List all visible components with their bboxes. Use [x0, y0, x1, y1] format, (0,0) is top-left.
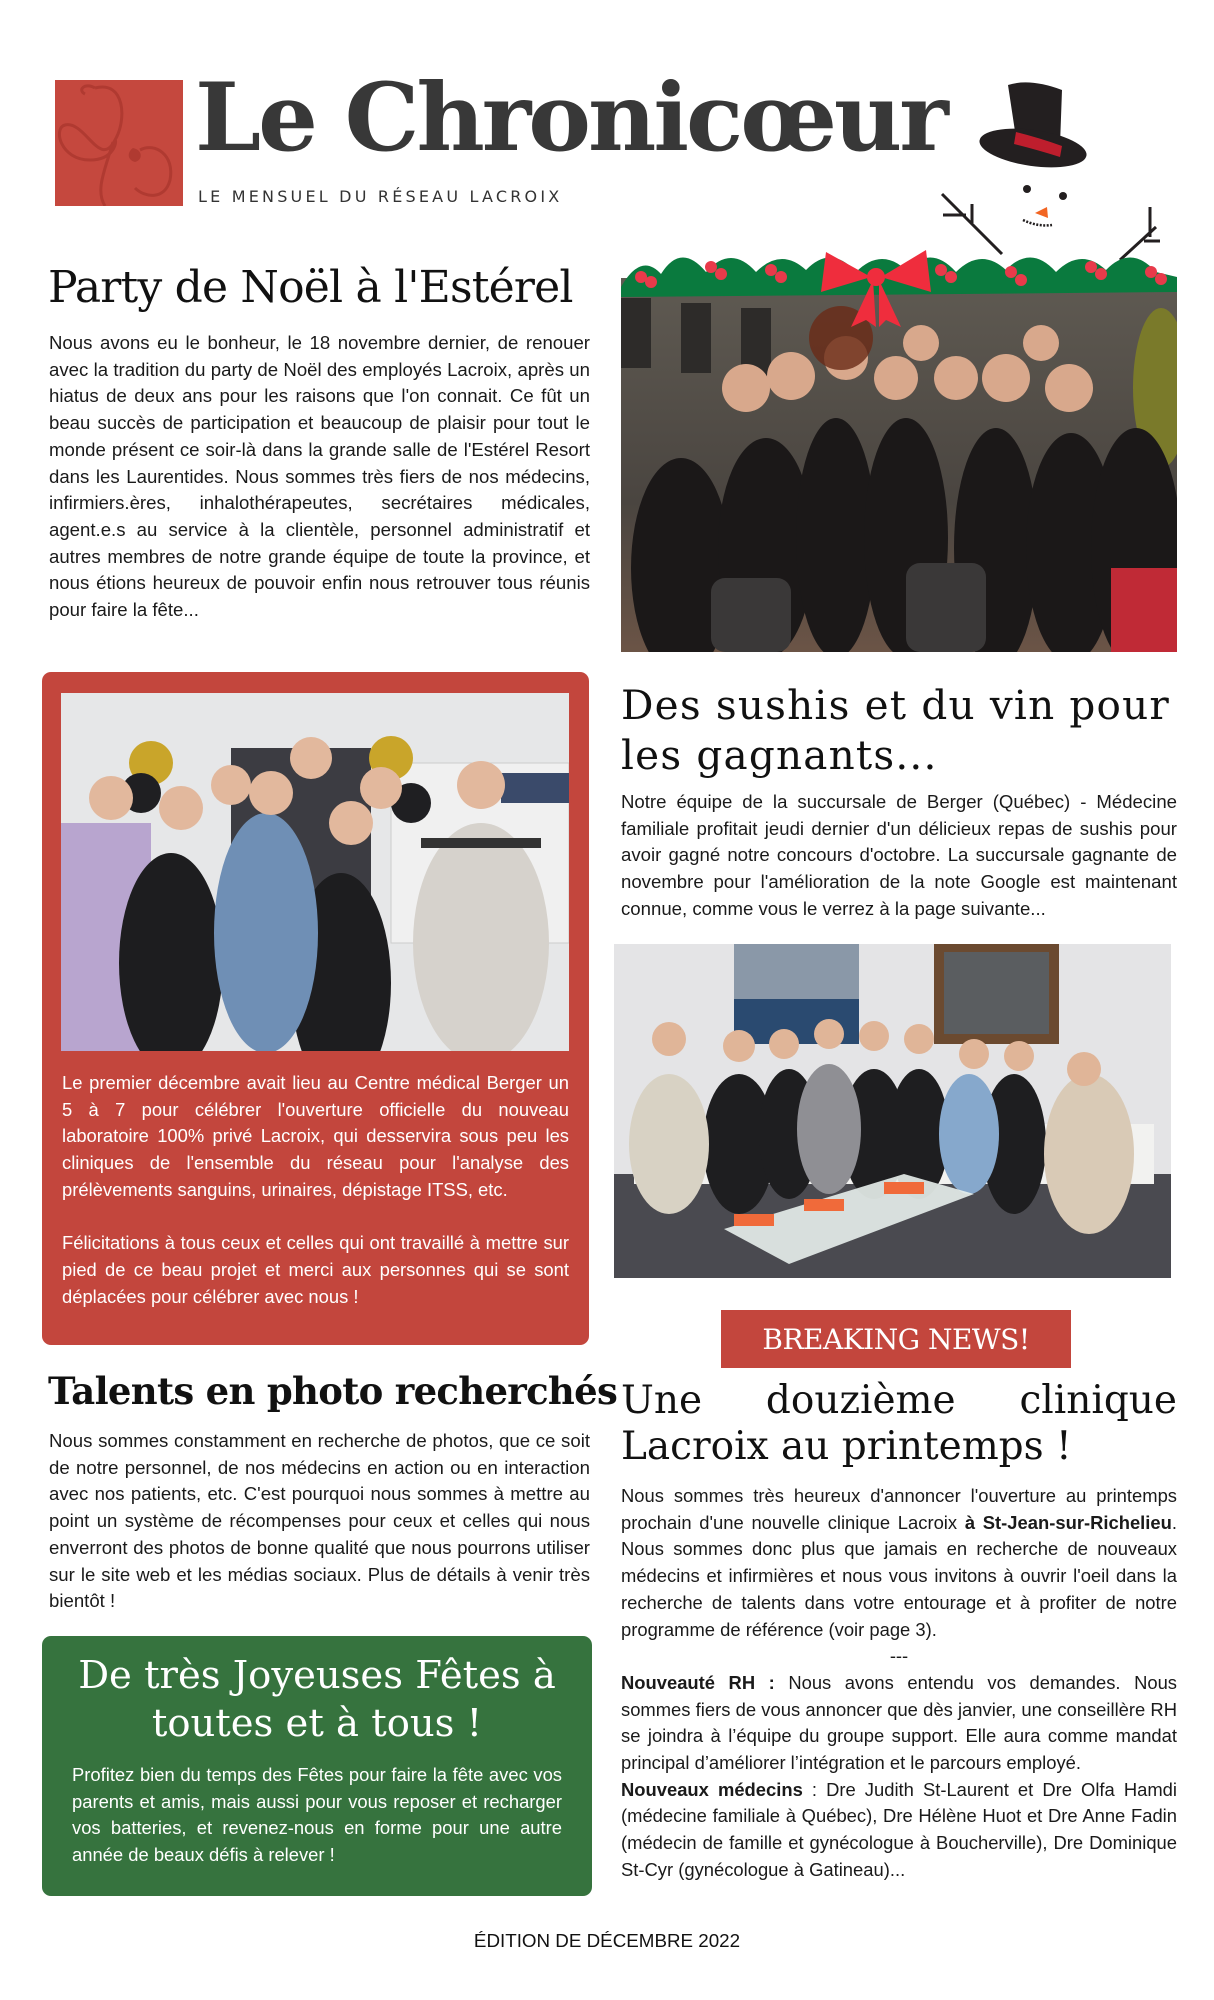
breaking-news-badge: BREAKING NEWS!	[721, 1310, 1071, 1368]
party-photo	[621, 278, 1177, 652]
lab-paragraph-2: Félicitations à tous ceux et celles qui ont travaillé à mettre sur pied de ce beau projet et merci aux personnes qui se sont déplacées pour célébrer avec nous !	[62, 1232, 569, 1307]
rh-text: Nous avons entendu vos demandes. Nous sommes fiers de vous annoncer que dès janvier, une conseillère RH se joindra à l’équipe du groupe support. Elle aura comme mandat principal d’améliorer l’intégration et le parcours employé.	[621, 1671, 1177, 1774]
rh-news	[621, 1670, 1177, 1777]
talents-body: Nous sommes constamment en recherche de photos, que ce soit de notre personnel, de nos médecins en action ou en interaction avec nos patients, etc. C'est pourquoi nous sommes à mettre au point un système de récompenses pour ceux et celles qui nous enverront des photos de bonne qualité que nous pourrons utiliser sur le site web et les médias sociaux. Plus de détails à venir très bientôt !	[49, 1430, 590, 1612]
edition-footer: ÉDITION DE DÉCEMBRE 2022	[473, 1930, 741, 1951]
doctors-text: : Dre Judith St-Laurent et Dre Olfa Hamdi (médecine familiale à Québec), Dre Hélène Huot et Dre Anne Fadin (médecin de famille et gynécologue à Boucherville), Dre Dominique St-Cyr (gynécologue à Gatineau)...	[621, 1778, 1177, 1880]
holidays-title	[42, 1652, 592, 1748]
clinic-title-word: clinique	[1019, 1378, 1177, 1423]
sushi-body: Notre équipe de la succursale de Berger (Québec) - Médecine familiale profitait jeudi dernier d'un délicieux repas de sushis pour avoir gagné notre concours d'octobre. La succursale gagnante de novembre pour l'amélioration de la note Google est maintenant connue, comme vous le verrez à la page suivante...	[621, 791, 1177, 919]
sushi-title	[621, 680, 1181, 780]
lab-paragraph-1: Le premier décembre avait lieu au Centre médical Berger un 5 à 7 pour célébrer l'ouverture officielle du nouveau laboratoire 100% privé Lacroix, qui desservira sous peu les cliniques de l'ensemble du réseau pour l'analyse des prélèvements sanguins, urinaires, dépistage ITSS, etc.	[62, 1072, 569, 1200]
clinic-body	[621, 1483, 1177, 1884]
talents-title: Talents en photo recherchés	[48, 1369, 618, 1413]
clinic-intro	[621, 1483, 1177, 1643]
logo	[55, 80, 183, 206]
holidays-title-line-2: toutes et à tous !	[151, 1701, 483, 1746]
clinic-title-line-2: Lacroix au printemps !	[621, 1424, 1072, 1469]
lab-body	[62, 1070, 569, 1310]
masthead-title: Le Chronicœur	[195, 63, 946, 173]
sushi-title-line-2: les gagnants...	[621, 731, 938, 779]
clinic-title-line-1	[621, 1378, 1177, 1424]
sushi-title-line-1: Des sushis et du vin pour	[621, 681, 1170, 729]
clinic-title-word: douzième	[765, 1378, 956, 1423]
holly-garland-with-bow-icon	[621, 232, 1177, 327]
snowman-icon	[920, 60, 1160, 260]
stethoscope-heart-icon	[55, 80, 183, 206]
clinic-intro-text: Nous sommes très heureux d'annoncer l'ouverture au printemps prochain d'une nouvelle clinique Lacroix	[621, 1485, 1177, 1533]
clinic-title	[621, 1378, 1177, 1470]
clinic-location: à St-Jean-sur-Richelieu	[964, 1511, 1172, 1533]
separator: ---	[889, 1645, 909, 1667]
party-body: Nous avons eu le bonheur, le 18 novembre dernier, de renouer avec la tradition du party de Noël des employés Lacroix, après un hiatus de deux ans pour les raisons que l'on connait. Ce fût un beau succès de participation et beaucoup de plaisir pour tout le monde présent ce soir-là dans la grande salle de l'Estérel Resort dans les Laurentides. Nous sommes très fiers de nos médecins, infirmiers.ères, inhalothérapeutes, secrétaires médicales, agent.e.s au service à la clientèle, personnel administratif et autres membres de notre grande équipe de toute la province, et nous étions heureux de pouvoir enfin nous retrouver tous réunis pour faire la fête...	[49, 332, 590, 621]
new-doctors	[621, 1777, 1177, 1884]
masthead-subtitle: LE MENSUEL DU RÉSEAU LACROIX	[198, 187, 563, 206]
holidays-title-line-1: De très Joyeuses Fêtes à	[78, 1653, 556, 1698]
doctors-label: Nouveaux médecins	[621, 1778, 803, 1800]
party-title: Party de Noël à l'Estérel	[48, 262, 573, 313]
rh-label: Nouveauté RH :	[621, 1671, 775, 1693]
clinic-intro-text-2: . Nous sommes donc plus que jamais en recherche de nouveaux médecins et infirmières et nous vous invitons à ouvrir l'oeil dans la recherche de talents dans votre entourage et à profiter de notre programme de référence (voir page 3).	[621, 1511, 1177, 1640]
clinic-title-word: Une	[621, 1378, 703, 1423]
lab-photo	[61, 693, 569, 1051]
sushi-photo	[614, 944, 1171, 1278]
holidays-body: Profitez bien du temps des Fêtes pour faire la fête avec vos parents et amis, mais aussi pour vous reposer et recharger vos batteries, et revenez-nous en forme pour une autre année de beaux défis à relever !	[72, 1764, 562, 1866]
